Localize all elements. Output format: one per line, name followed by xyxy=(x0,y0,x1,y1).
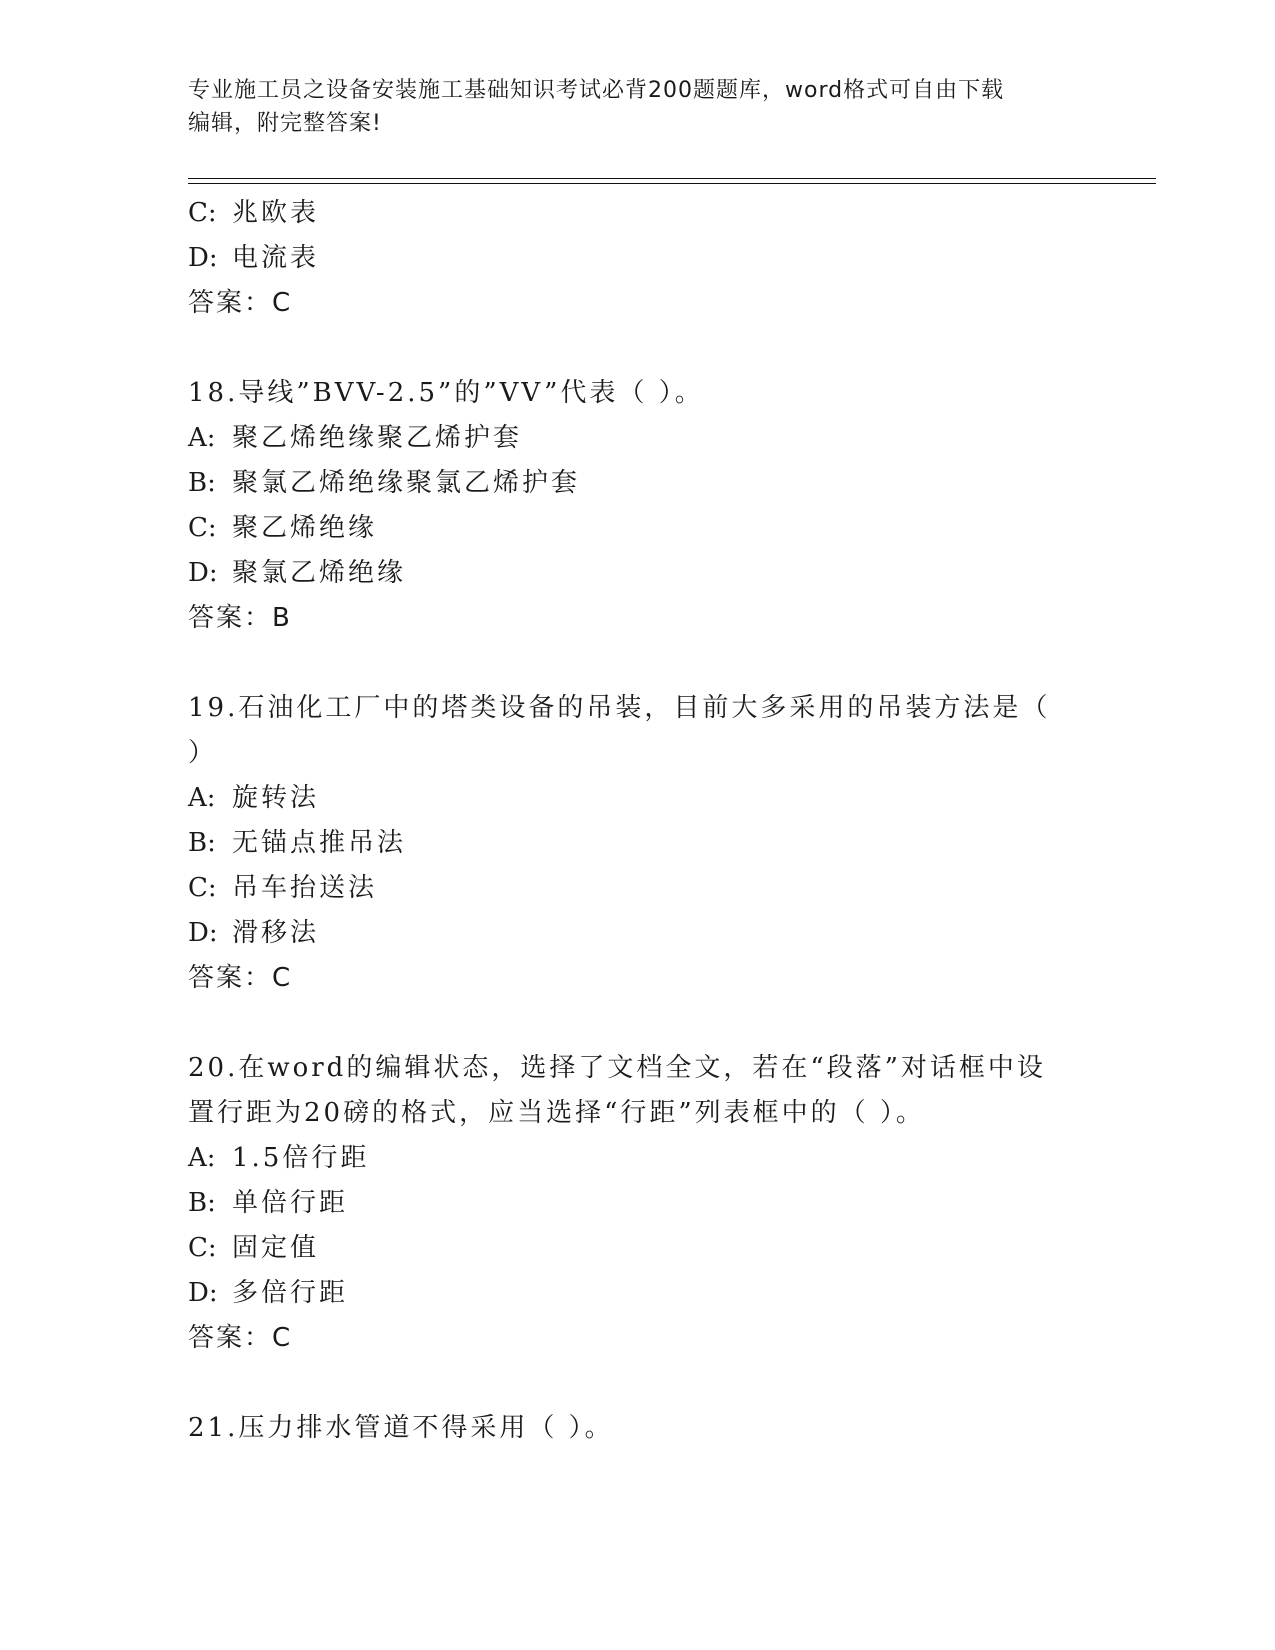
option-key: B: xyxy=(188,468,216,498)
option-key: D: xyxy=(188,918,218,948)
option-text: 旋转法 xyxy=(232,783,320,813)
option-text: 聚乙烯绝缘聚乙烯护套 xyxy=(232,423,523,453)
q19-question-line-1: 19.石油化工厂中的塔类设备的吊装，目前大多采用的吊装方法是（ xyxy=(188,693,1051,723)
q20-option-d xyxy=(188,1276,348,1310)
q19-option-c xyxy=(188,871,377,905)
option-text: 滑移法 xyxy=(232,918,320,948)
option-key: D: xyxy=(188,243,218,273)
q18-option-b xyxy=(188,466,580,500)
option-key: B: xyxy=(188,1188,216,1218)
q18-option-a xyxy=(188,421,522,455)
option-text: 1.5倍行距 xyxy=(232,1143,370,1173)
q19-option-b xyxy=(188,826,406,860)
option-text: 聚氯乙烯绝缘聚氯乙烯护套 xyxy=(232,468,581,498)
q20-answer: 答案：C xyxy=(188,1323,293,1353)
q19-option-d xyxy=(188,916,319,950)
option-text: 兆欧表 xyxy=(232,198,320,228)
option-key: C: xyxy=(188,513,217,543)
q20-option-a xyxy=(188,1141,369,1175)
q18-option-d xyxy=(188,556,406,590)
option-key: D: xyxy=(188,558,218,588)
option-key: A: xyxy=(188,783,216,813)
q17-answer: 答案：C xyxy=(188,288,293,318)
option-text: 电流表 xyxy=(232,243,320,273)
option-key: D: xyxy=(188,1278,218,1308)
option-text: 吊车抬送法 xyxy=(232,873,378,903)
q18-question: 18.导线”BVV-2.5”的”VV”代表（ ）。 xyxy=(188,378,704,408)
option-text: 聚氯乙烯绝缘 xyxy=(232,558,407,588)
option-key: A: xyxy=(188,423,216,453)
q19-option-a xyxy=(188,781,319,815)
option-key: C: xyxy=(188,1233,217,1263)
option-key: B: xyxy=(188,828,216,858)
q18-answer: 答案：B xyxy=(188,603,292,633)
option-text: 无锚点推吊法 xyxy=(232,828,407,858)
option-text: 固定值 xyxy=(232,1233,320,1263)
option-key: C: xyxy=(188,198,217,228)
q17-option-d xyxy=(188,241,319,275)
q20-question-line-2: 置行距为20磅的格式，应当选择“行距”列表框中的（ ）。 xyxy=(188,1098,925,1128)
q19-answer: 答案：C xyxy=(188,963,293,993)
option-key: C: xyxy=(188,873,217,903)
q20-question-line-1: 20.在word的编辑状态，选择了文档全文，若在“段落”对话框中设 xyxy=(188,1053,1046,1083)
header-line-1: 专业施工员之设备安装施工基础知识考试必背200题题库，word格式可自由下载 xyxy=(188,78,1005,103)
q17-option-c xyxy=(188,196,319,230)
q21-question: 21.压力排水管道不得采用（ ）。 xyxy=(188,1413,614,1443)
q20-option-b xyxy=(188,1186,348,1220)
document-header xyxy=(188,74,1088,140)
q20-option-c xyxy=(188,1231,319,1265)
header-divider-bottom xyxy=(188,183,1156,184)
option-text: 单倍行距 xyxy=(232,1188,349,1218)
q19-question-line-2: ） xyxy=(188,738,218,768)
option-text: 多倍行距 xyxy=(232,1278,349,1308)
option-key: A: xyxy=(188,1143,216,1173)
option-text: 聚乙烯绝缘 xyxy=(232,513,378,543)
q18-option-c xyxy=(188,511,377,545)
header-divider-top xyxy=(188,178,1156,179)
header-line-2: 编辑，附完整答案! xyxy=(188,111,382,136)
